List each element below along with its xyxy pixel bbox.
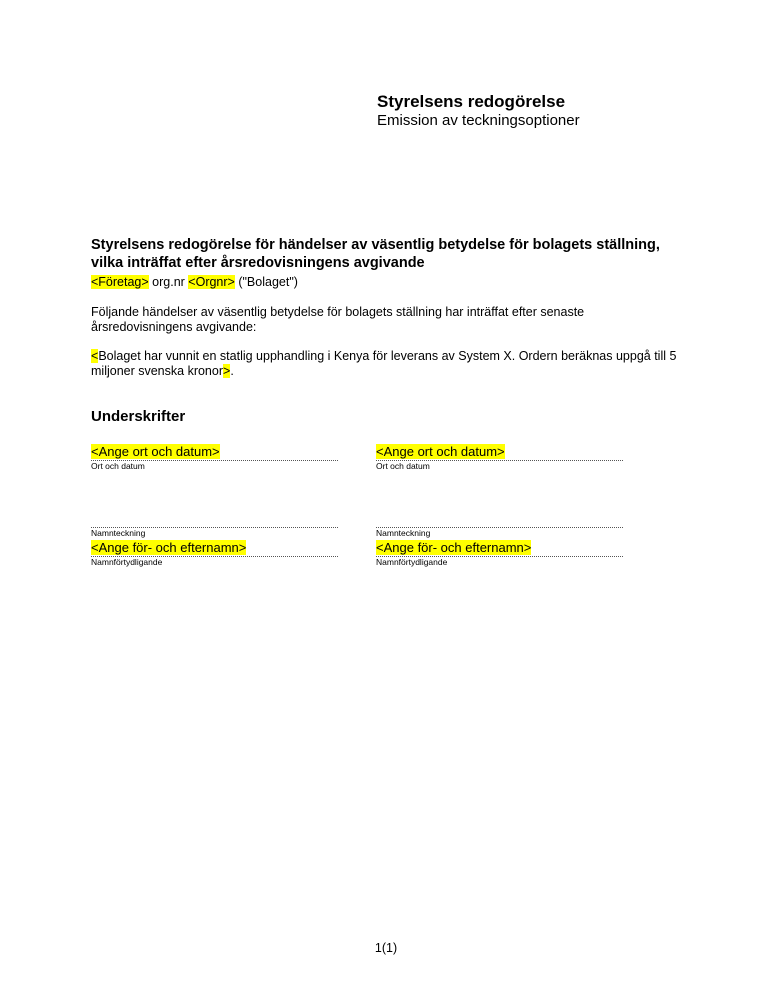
place-date-field[interactable]	[91, 443, 338, 461]
signature-block-right	[376, 443, 623, 568]
name-placeholder: <Ange för- och efternamn>	[91, 540, 247, 555]
event-paragraph	[91, 349, 681, 379]
name-caption: Namnförtydligande	[376, 557, 448, 567]
company-placeholder[interactable]: <Företag>	[91, 275, 149, 289]
event-description[interactable]: Bolaget har vunnit en statlig upphandling i Kenya för leverans av System X. Ordern beräknas uppgå till 5 miljoner svenska kronor	[91, 349, 677, 378]
signatures-heading: Underskrifter	[91, 408, 186, 425]
place-date-caption: Ort och datum	[376, 461, 430, 471]
place-date-placeholder: <Ange ort och datum>	[91, 444, 220, 459]
name-caption: Namnförtydligande	[91, 557, 163, 567]
org-number-placeholder[interactable]: <Orgnr>	[188, 275, 235, 289]
name-field[interactable]	[91, 539, 338, 557]
signature-block-left	[91, 443, 338, 568]
event-open-bracket: <	[91, 349, 99, 363]
signature-line[interactable]	[91, 472, 338, 528]
event-period: .	[230, 364, 234, 378]
document-title: Styrelsens redogörelse	[377, 92, 566, 111]
intro-paragraph: Följande händelser av väsentlig betydelse för bolagets ställning har inträffat efter senaste årsredovisningens avgivande:	[91, 305, 585, 334]
page-number: 1(1)	[374, 941, 398, 955]
signature-line[interactable]	[376, 472, 623, 528]
place-date-caption: Ort och datum	[91, 461, 145, 471]
event-close-bracket: >	[223, 364, 231, 378]
name-placeholder: <Ange för- och efternamn>	[376, 540, 532, 555]
place-date-field[interactable]	[376, 443, 623, 461]
company-line	[91, 275, 298, 290]
signature-caption: Namnteckning	[91, 528, 146, 538]
signature-caption: Namnteckning	[376, 528, 431, 538]
document-header	[377, 92, 737, 130]
name-field[interactable]	[376, 539, 623, 557]
place-date-placeholder: <Ange ort och datum>	[376, 444, 505, 459]
main-heading: Styrelsens redogörelse för händelser av väsentlig betydelse för bolagets ställning, vilka inträffat efter årsredovisningens avgivande	[91, 237, 660, 271]
org-number-label: org.nr	[148, 275, 189, 289]
document-subtitle: Emission av teckningsoptioner	[377, 112, 580, 129]
company-alias: ("Bolaget")	[234, 275, 298, 289]
